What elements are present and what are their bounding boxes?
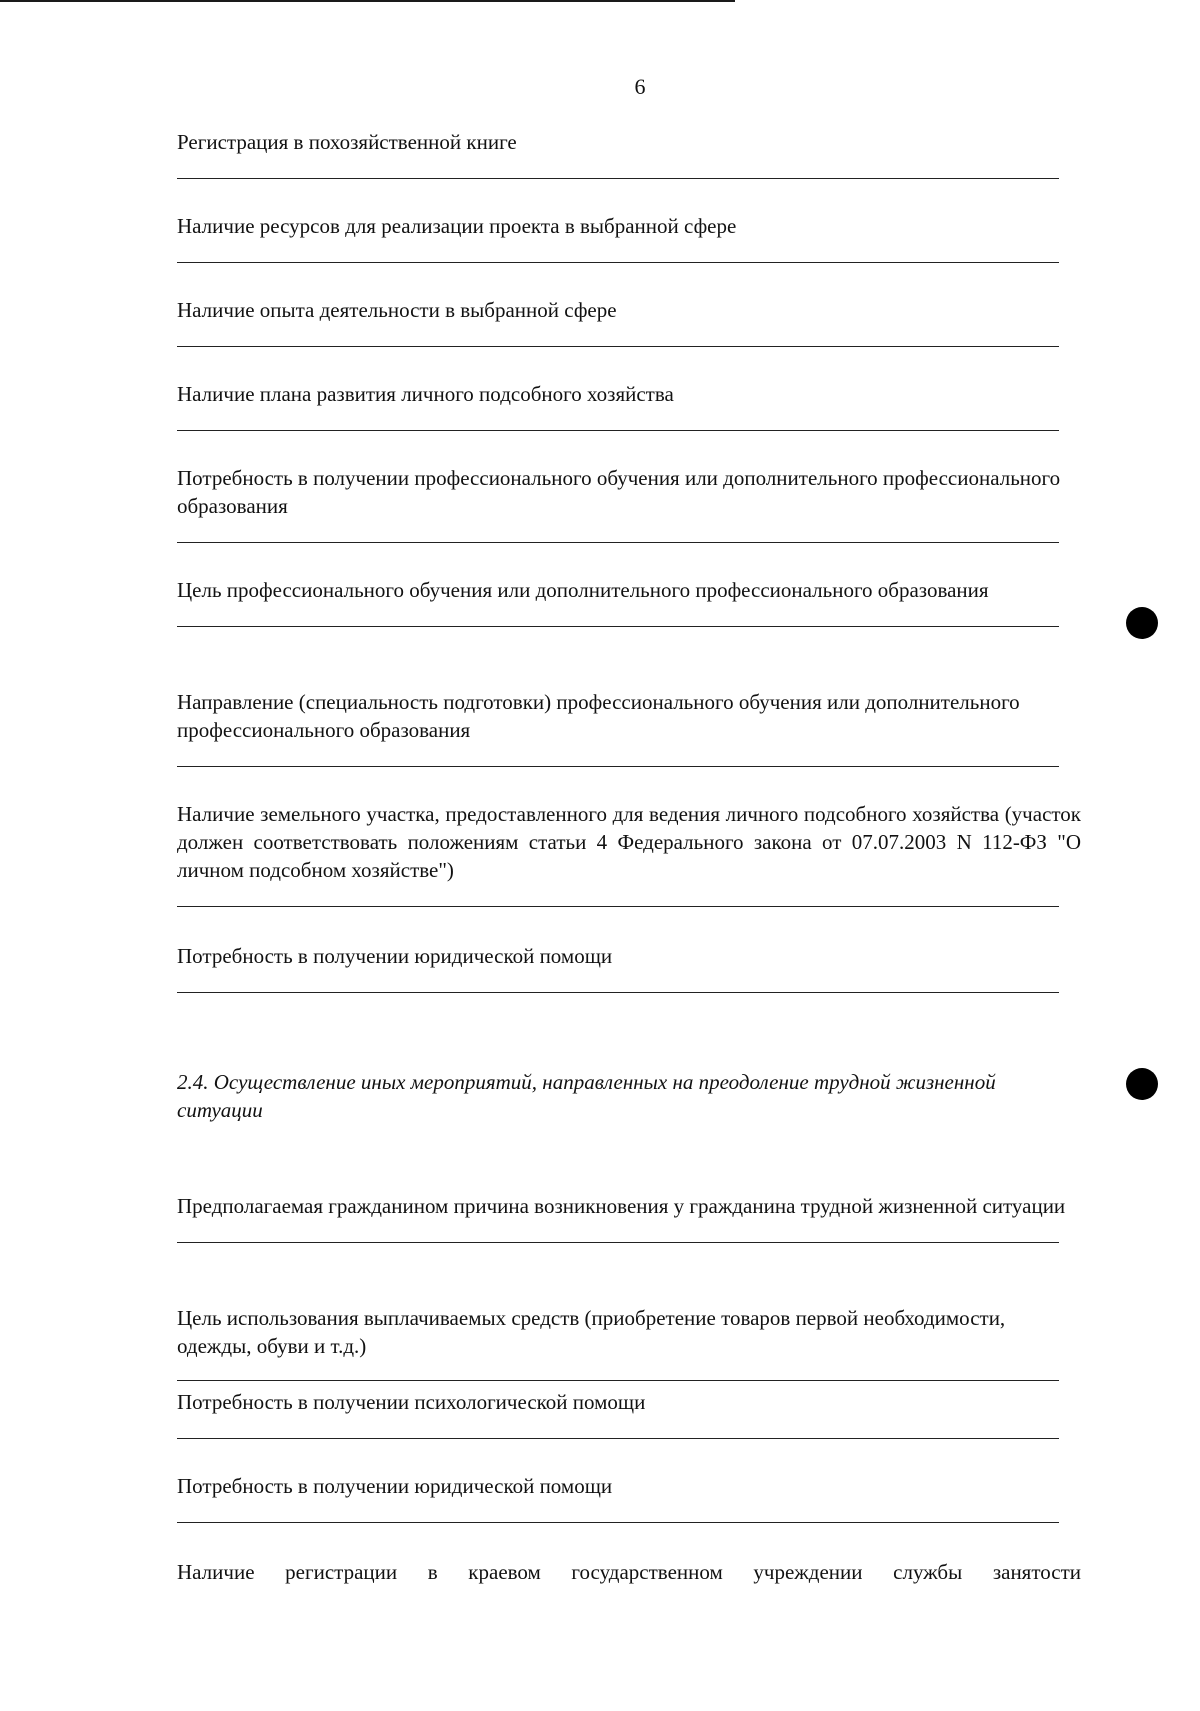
field-label: Цель профессионального обучения или дополнительного профессионального образования: [177, 578, 989, 602]
answer-line[interactable]: [177, 1438, 1059, 1439]
field-label: Наличие плана развития личного подсобного хозяйства: [177, 382, 674, 406]
field-training-direction: [177, 688, 1077, 767]
answer-line[interactable]: [177, 430, 1059, 431]
answer-line[interactable]: [177, 1522, 1059, 1523]
answer-line[interactable]: [177, 262, 1059, 263]
punch-hole-icon: [1126, 1068, 1158, 1100]
answer-line[interactable]: [177, 178, 1059, 179]
field-label: Цель использования выплачиваемых средств (приобретение товаров первой необходимости, одежды, обуви и т.д.): [177, 1306, 1006, 1358]
field-training-goal: [177, 576, 1077, 627]
field-training-need: [177, 464, 1077, 543]
field-label: Потребность в получении юридической помощи: [177, 1474, 613, 1498]
answer-line[interactable]: [177, 1242, 1059, 1243]
section-heading-2-4: 2.4. Осуществление иных мероприятий, направленных на преодоление трудной жизненной ситуации: [177, 1070, 996, 1122]
field-experience: [177, 296, 1077, 347]
field-land-plot: [177, 800, 1081, 907]
page-number: 6: [634, 74, 646, 99]
answer-line[interactable]: [177, 992, 1059, 993]
field-funds-purpose: [177, 1304, 1077, 1381]
field-label: Потребность в получении профессионального обучения или дополнительного профессионального образования: [177, 466, 1061, 518]
field-household-registration: [177, 128, 1077, 179]
answer-line[interactable]: [177, 626, 1059, 627]
field-resources: [177, 212, 1077, 263]
answer-line[interactable]: [177, 766, 1059, 767]
field-legal-help: [177, 942, 1077, 993]
answer-line[interactable]: [177, 906, 1059, 907]
answer-line[interactable]: [177, 542, 1059, 543]
field-label: Регистрация в похозяйственной книге: [177, 130, 517, 154]
field-label: Наличие земельного участка, предоставленного для ведения личного подсобного хозяйства (участок должен соответствовать положениям статьи 4 Федерального закона от 07.07.2003 N 112-ФЗ "О личном подсобном хозяйстве"): [177, 802, 1081, 882]
field-label: Наличие опыта деятельности в выбранной сфере: [177, 298, 617, 322]
field-label: Направление (специальность подготовки) профессионального обучения или дополнительного профессионального образования: [177, 690, 1020, 742]
field-psychological-help: [177, 1388, 1077, 1439]
field-label: Наличие ресурсов для реализации проекта в выбранной сфере: [177, 214, 737, 238]
punch-hole-icon: [1126, 607, 1158, 639]
answer-line[interactable]: [177, 1380, 1059, 1381]
field-legal-help-2: [177, 1472, 1077, 1523]
field-development-plan: [177, 380, 1077, 431]
field-employment-registration: Наличие регистрации в краевом государственном учреждении службы занятости: [177, 1560, 1081, 1584]
field-label: Потребность в получении юридической помощи: [177, 944, 613, 968]
field-crisis-cause: [177, 1192, 1077, 1243]
top-edge-line: [0, 0, 735, 2]
field-label: Предполагаемая гражданином причина возникновения у гражданина трудной жизненной ситуации: [177, 1194, 1066, 1218]
field-label: Потребность в получении психологической помощи: [177, 1390, 646, 1414]
answer-line[interactable]: [177, 346, 1059, 347]
